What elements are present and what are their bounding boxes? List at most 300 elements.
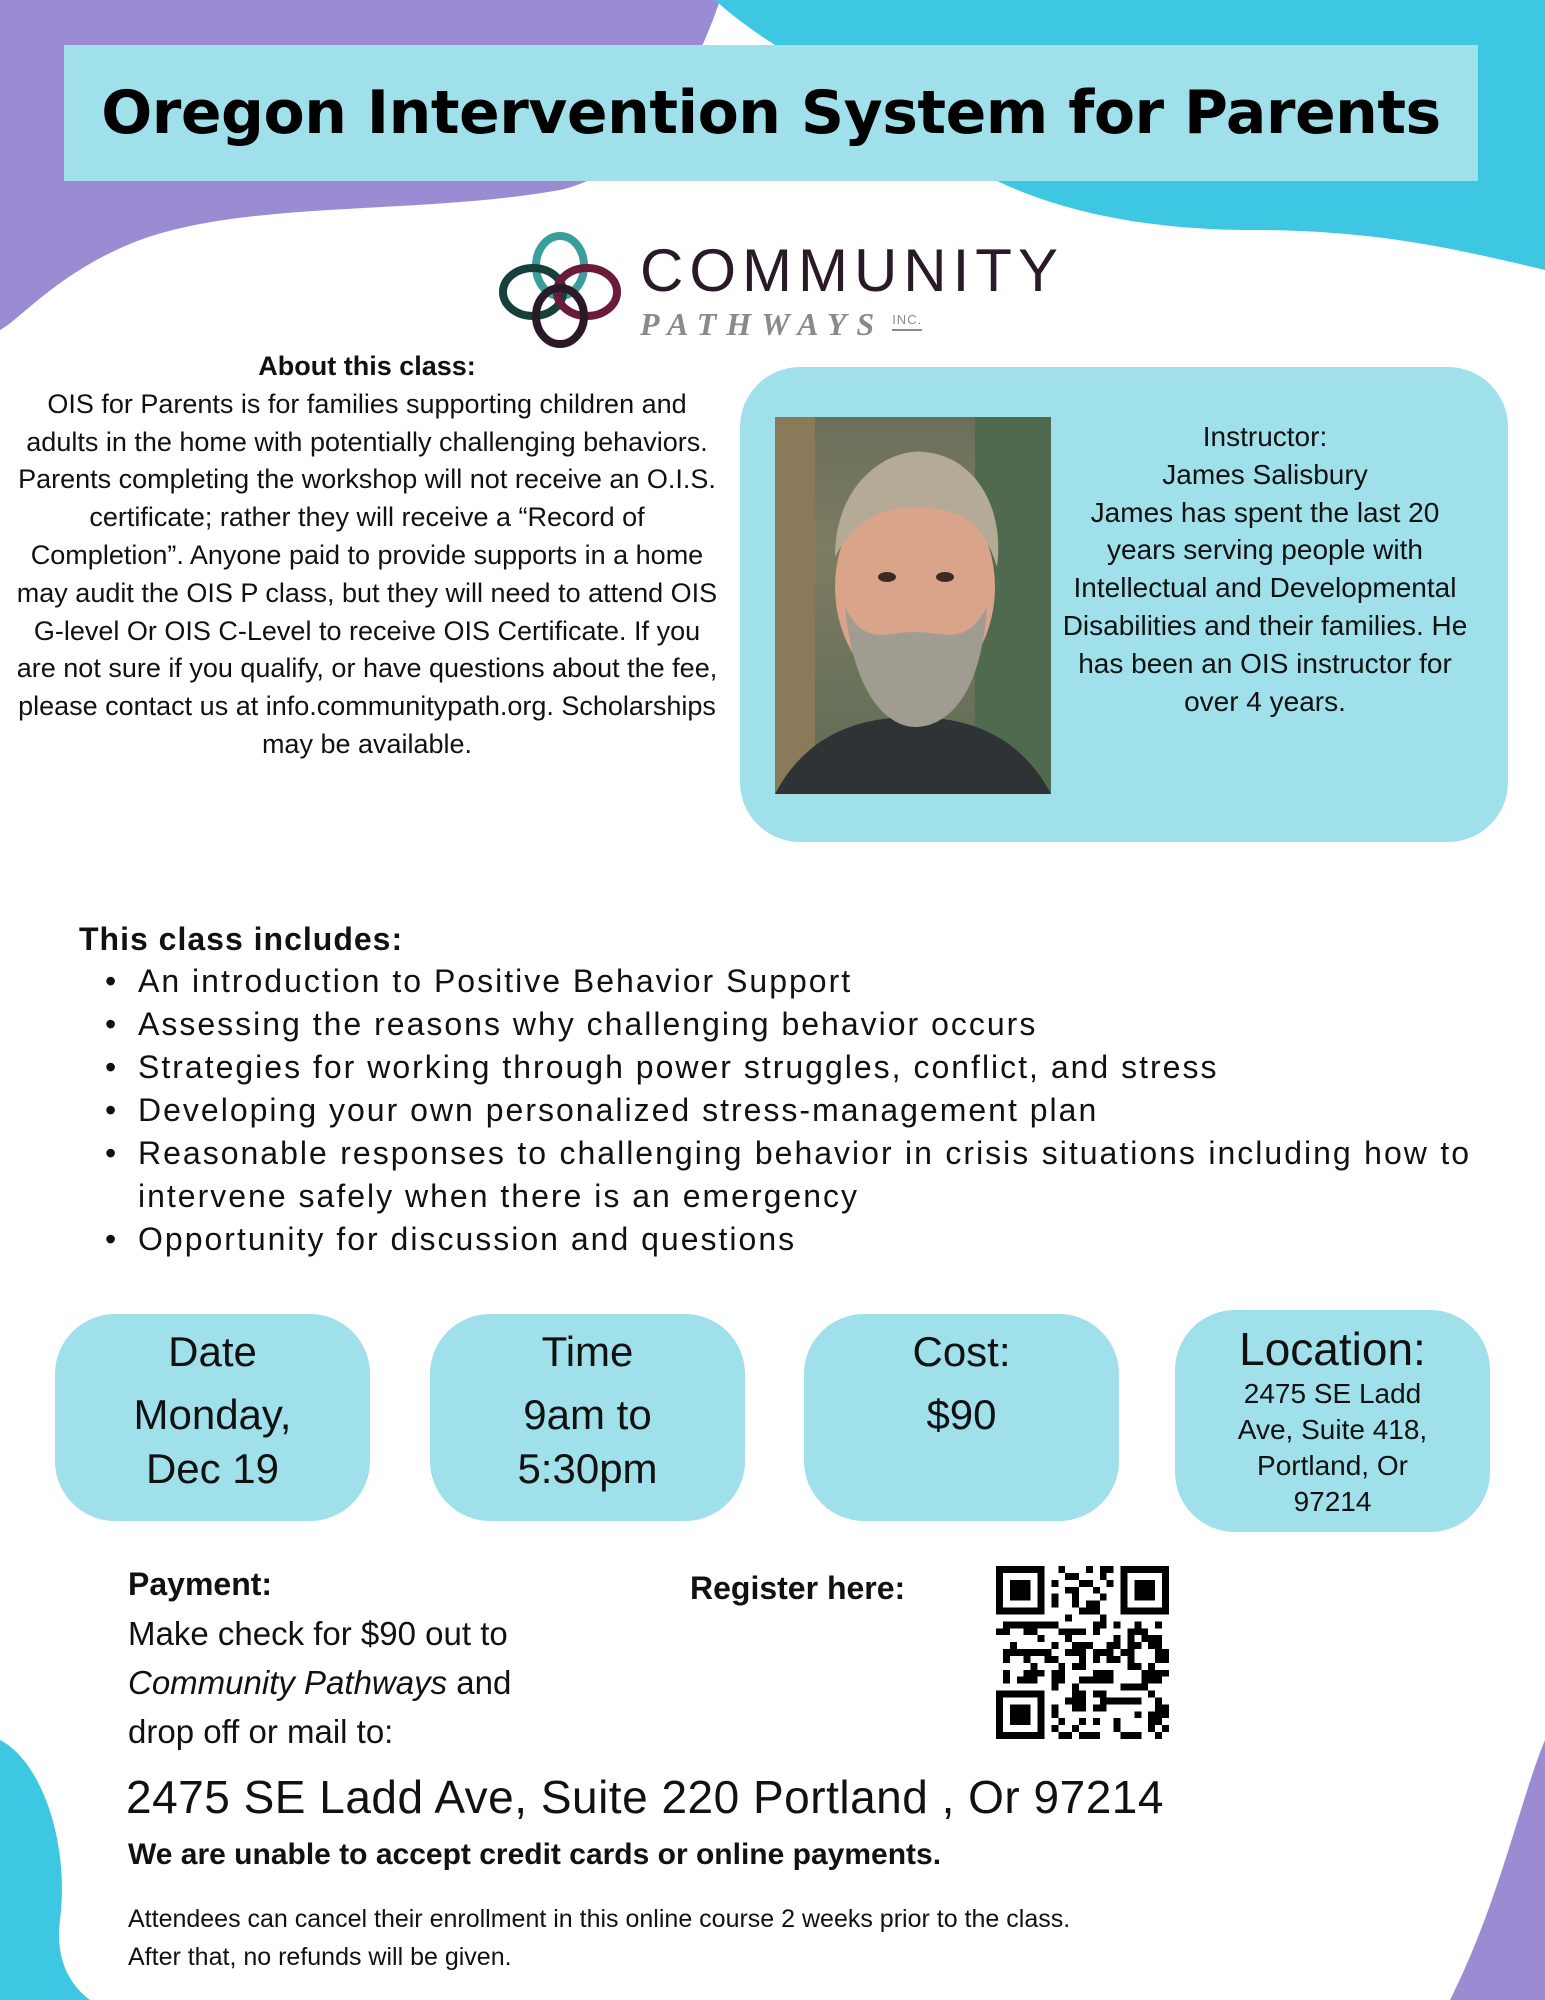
qr-module <box>1031 1628 1038 1635</box>
qr-module <box>1086 1608 1093 1615</box>
qr-module <box>1031 1732 1038 1739</box>
qr-module <box>1017 1566 1024 1573</box>
list-item: • Reasonable responses to challenging behavior in crisis situations including how to intervene safely when there is an emergency <box>79 1132 1471 1218</box>
about-body: OIS for Parents is for families supporting children and adults in the home with potentially challenging behaviors. Parents completing the workshop will not receive an O.I.S. certificate; rather they will receive a “Record of Completion”. Anyone paid to provide supports in a home may audit the OIS P class, but they will need to attend OIS G-level Or OIS C-Level to receive OIS Certificate. If you are not sure if you qualify, or have questions about the fee, please contact us at info.communitypath.org. Scholarships may be available. <box>16 388 718 759</box>
qr-module <box>1058 1718 1065 1725</box>
qr-module <box>1079 1718 1086 1725</box>
qr-module <box>1065 1587 1072 1594</box>
qr-module <box>1100 1704 1107 1711</box>
qr-module <box>1024 1732 1031 1739</box>
qr-module <box>996 1691 1003 1698</box>
cost-value: $90 <box>926 1391 997 1438</box>
payment-line1: Make check for $90 out to <box>128 1615 508 1652</box>
qr-module <box>1148 1691 1155 1698</box>
qr-module <box>1086 1732 1093 1739</box>
qr-module <box>1093 1601 1100 1608</box>
qr-module <box>1100 1697 1107 1704</box>
qr-module <box>1065 1628 1072 1635</box>
qr-module <box>1024 1677 1031 1684</box>
qr-module <box>1044 1656 1051 1663</box>
qr-module <box>1127 1635 1134 1642</box>
qr-module <box>1038 1732 1045 1739</box>
logo-second-row <box>640 304 1064 344</box>
qr-module <box>1100 1573 1107 1580</box>
qr-module <box>1010 1594 1017 1601</box>
qr-module <box>1024 1580 1031 1587</box>
qr-module <box>1155 1656 1162 1663</box>
qr-module <box>1100 1594 1107 1601</box>
qr-module <box>1107 1566 1114 1573</box>
qr-module <box>1017 1649 1024 1656</box>
payment-section <box>128 1560 668 1756</box>
qr-module <box>1031 1670 1038 1677</box>
qr-module <box>1079 1656 1086 1663</box>
qr-module <box>1100 1691 1107 1698</box>
about-section <box>14 348 720 764</box>
cost-label: Cost: <box>912 1328 1011 1375</box>
instructor-label: Instructor: <box>1202 421 1328 452</box>
qr-module <box>1141 1628 1148 1635</box>
qr-module <box>1038 1601 1045 1608</box>
qr-module <box>1024 1711 1031 1718</box>
qr-module <box>1065 1649 1072 1656</box>
qr-module <box>1017 1677 1024 1684</box>
qr-module <box>1010 1580 1017 1587</box>
qr-module <box>1003 1656 1010 1663</box>
qr-module <box>1114 1635 1121 1642</box>
qr-module <box>1072 1691 1079 1698</box>
qr-module <box>1134 1566 1141 1573</box>
qr-module <box>1162 1587 1169 1594</box>
qr-module <box>996 1711 1003 1718</box>
qr-module <box>1127 1649 1134 1656</box>
qr-module <box>1121 1594 1128 1601</box>
qr-module <box>1162 1594 1169 1601</box>
qr-module <box>1024 1649 1031 1656</box>
cancellation-line2: After that, no refunds will be given. <box>128 1943 512 1971</box>
qr-module <box>1051 1725 1058 1732</box>
qr-module <box>1017 1594 1024 1601</box>
qr-module <box>1003 1649 1010 1656</box>
qr-module <box>1058 1670 1065 1677</box>
logo-word-community: COMMUNITY <box>640 237 1064 304</box>
list-item: • Strategies for working through power struggles, conflict, and stress <box>79 1046 1479 1089</box>
qr-module <box>996 1566 1003 1573</box>
qr-module <box>1079 1704 1086 1711</box>
qr-module <box>1024 1656 1031 1663</box>
qr-module <box>1051 1704 1058 1711</box>
qr-module <box>1107 1656 1114 1663</box>
qr-module <box>1038 1608 1045 1615</box>
qr-module <box>1058 1663 1065 1670</box>
qr-module <box>1017 1621 1024 1628</box>
qr-module <box>1038 1691 1045 1698</box>
qr-module <box>1010 1566 1017 1573</box>
qr-module <box>1121 1587 1128 1594</box>
qr-module <box>1010 1732 1017 1739</box>
qr-module <box>1107 1649 1114 1656</box>
location-label: Location: <box>1239 1323 1426 1375</box>
qr-module <box>1155 1621 1162 1628</box>
instructor-photo <box>775 417 1051 794</box>
title-banner <box>64 45 1478 181</box>
qr-module <box>1072 1642 1079 1649</box>
qr-module <box>1065 1732 1072 1739</box>
qr-module <box>1093 1621 1100 1628</box>
qr-module <box>1058 1677 1065 1684</box>
qr-module <box>1072 1684 1079 1691</box>
qr-module <box>1024 1621 1031 1628</box>
qr-module <box>1010 1587 1017 1594</box>
qr-module <box>1127 1628 1134 1635</box>
qr-module <box>1148 1587 1155 1594</box>
qr-module <box>1148 1677 1155 1684</box>
qr-module <box>1017 1580 1024 1587</box>
qr-module <box>1134 1711 1141 1718</box>
qr-module <box>1155 1711 1162 1718</box>
qr-module <box>1121 1732 1128 1739</box>
qr-module <box>1114 1656 1121 1663</box>
includes-heading: This class includes: <box>79 921 404 957</box>
qr-module <box>1134 1663 1141 1670</box>
qr-module <box>1072 1663 1079 1670</box>
qr-module <box>1134 1621 1141 1628</box>
qr-module <box>1114 1697 1121 1704</box>
qr-module <box>1038 1718 1045 1725</box>
qr-module <box>1038 1697 1045 1704</box>
qr-module <box>1093 1704 1100 1711</box>
qr-module <box>1114 1718 1121 1725</box>
qr-module <box>1038 1594 1045 1601</box>
qr-module <box>1114 1621 1121 1628</box>
qr-module <box>1072 1594 1079 1601</box>
qr-module <box>1148 1725 1155 1732</box>
qr-module <box>1141 1608 1148 1615</box>
qr-module <box>1031 1677 1038 1684</box>
qr-module <box>1003 1621 1010 1628</box>
qr-module <box>996 1628 1003 1635</box>
qr-module <box>1127 1656 1134 1663</box>
qr-module <box>1065 1573 1072 1580</box>
qr-module <box>1079 1732 1086 1739</box>
qr-module <box>1079 1677 1086 1684</box>
qr-module <box>1155 1670 1162 1677</box>
qr-module <box>1065 1635 1072 1642</box>
qr-module <box>1162 1580 1169 1587</box>
qr-module <box>1086 1566 1093 1573</box>
qr-module <box>1072 1628 1079 1635</box>
qr-module <box>1121 1580 1128 1587</box>
purple-blob-bottom-right <box>1450 1740 1545 2000</box>
qr-module <box>1003 1691 1010 1698</box>
qr-module <box>1051 1621 1058 1628</box>
qr-module <box>1038 1580 1045 1587</box>
qr-module <box>1155 1704 1162 1711</box>
qr-module <box>1127 1608 1134 1615</box>
qr-module <box>1038 1587 1045 1594</box>
payment-line3: drop off or mail to: <box>128 1713 394 1750</box>
qr-module <box>1134 1642 1141 1649</box>
qr-module <box>1010 1704 1017 1711</box>
qr-module <box>996 1573 1003 1580</box>
qr-module <box>1121 1697 1128 1704</box>
qr-module <box>1072 1601 1079 1608</box>
qr-module <box>1031 1566 1038 1573</box>
qr-module <box>1038 1649 1045 1656</box>
qr-module <box>1024 1718 1031 1725</box>
location-box <box>1175 1310 1490 1532</box>
list-item: • An introduction to Positive Behavior Support <box>79 960 1479 1003</box>
qr-module <box>1121 1566 1128 1573</box>
cancellation-line1: Attendees can cancel their enrollment in this online course 2 weeks prior to the class. <box>128 1905 1071 1933</box>
time-box <box>430 1314 745 1521</box>
qr-module <box>1003 1608 1010 1615</box>
no-cards-note: We are unable to accept credit cards or online payments. <box>128 1838 942 1871</box>
qr-module <box>1024 1670 1031 1677</box>
qr-module <box>1093 1677 1100 1684</box>
qr-module <box>996 1594 1003 1601</box>
qr-module <box>1017 1704 1024 1711</box>
qr-module <box>1107 1670 1114 1677</box>
qr-module <box>1051 1594 1058 1601</box>
community-pathways-logo <box>495 228 1095 348</box>
qr-module <box>1127 1697 1134 1704</box>
qr-module <box>1141 1684 1148 1691</box>
qr-module <box>1100 1677 1107 1684</box>
about-heading: About this class: <box>258 351 476 381</box>
qr-module <box>1148 1670 1155 1677</box>
qr-module <box>1107 1677 1114 1684</box>
qr-module <box>1051 1656 1058 1663</box>
date-label: Date <box>168 1328 257 1375</box>
date-box <box>55 1314 370 1521</box>
qr-module <box>1141 1670 1148 1677</box>
qr-module <box>1093 1670 1100 1677</box>
cancellation-policy <box>128 1900 1070 1976</box>
qr-module <box>1079 1663 1086 1670</box>
qr-module <box>1134 1580 1141 1587</box>
qr-module <box>1072 1704 1079 1711</box>
qr-module <box>1114 1642 1121 1649</box>
qr-module <box>1031 1649 1038 1656</box>
qr-module <box>1010 1608 1017 1615</box>
payment-line2-suffix: and <box>447 1664 512 1701</box>
qr-module <box>996 1601 1003 1608</box>
qr-module <box>1093 1649 1100 1656</box>
qr-module <box>996 1732 1003 1739</box>
qr-module <box>1093 1587 1100 1594</box>
time-value: 9am to 5:30pm <box>517 1391 658 1492</box>
qr-module <box>1162 1704 1169 1711</box>
qr-module <box>1134 1594 1141 1601</box>
qr-module <box>996 1704 1003 1711</box>
qr-module <box>1044 1649 1051 1656</box>
qr-module <box>1162 1649 1169 1656</box>
qr-module <box>1031 1621 1038 1628</box>
qr-module <box>1072 1573 1079 1580</box>
qr-module <box>1058 1566 1065 1573</box>
cyan-blob-bottom-left <box>0 1740 90 2000</box>
qr-module <box>1038 1621 1045 1628</box>
qr-module <box>1107 1642 1114 1649</box>
qr-module <box>1162 1566 1169 1573</box>
class-includes-section <box>79 918 1479 1261</box>
qr-module <box>1155 1608 1162 1615</box>
qr-module <box>1155 1649 1162 1656</box>
qr-module <box>1148 1635 1155 1642</box>
qr-module <box>1058 1732 1065 1739</box>
qr-module <box>1044 1621 1051 1628</box>
qr-module <box>1051 1711 1058 1718</box>
qr-module <box>1003 1732 1010 1739</box>
qr-module <box>1086 1601 1093 1608</box>
qr-module <box>1093 1718 1100 1725</box>
qr-module <box>1148 1642 1155 1649</box>
qr-module <box>1024 1587 1031 1594</box>
qr-module <box>1079 1691 1086 1698</box>
qr-module <box>1134 1608 1141 1615</box>
list-item: • Assessing the reasons why challenging behavior occurs <box>79 1003 1479 1046</box>
qr-module <box>1127 1566 1134 1573</box>
qr-module <box>1086 1580 1093 1587</box>
qr-module <box>1134 1732 1141 1739</box>
qr-module <box>996 1580 1003 1587</box>
qr-module <box>1134 1628 1141 1635</box>
qr-module <box>1017 1718 1024 1725</box>
qr-module <box>1079 1580 1086 1587</box>
cost-box <box>804 1314 1119 1521</box>
location-value: 2475 SE Ladd Ave, Suite 418, Portland, Or 97214 <box>1237 1378 1428 1517</box>
logo-wordmark <box>640 238 1064 344</box>
qr-module <box>1100 1649 1107 1656</box>
instructor-name: James Salisbury <box>1162 458 1368 490</box>
qr-module <box>1114 1725 1121 1732</box>
qr-module <box>1141 1677 1148 1684</box>
qr-module <box>1024 1628 1031 1635</box>
qr-module <box>996 1718 1003 1725</box>
qr-module <box>1162 1573 1169 1580</box>
register-label: Register here: <box>690 1570 906 1606</box>
qr-module <box>1100 1614 1107 1621</box>
qr-module <box>1038 1635 1045 1642</box>
qr-module <box>1086 1677 1093 1684</box>
qr-module <box>1038 1711 1045 1718</box>
qr-module <box>1038 1670 1045 1677</box>
qr-module <box>1010 1711 1017 1718</box>
qr-module <box>1038 1725 1045 1732</box>
qr-module <box>1024 1566 1031 1573</box>
date-value: Monday, Dec 19 <box>133 1391 292 1492</box>
qr-module <box>1024 1704 1031 1711</box>
qr-module <box>1038 1573 1045 1580</box>
qr-module <box>1010 1718 1017 1725</box>
qr-module <box>1141 1566 1148 1573</box>
qr-module <box>1148 1711 1155 1718</box>
qr-module <box>1017 1691 1024 1698</box>
qr-module <box>1127 1684 1134 1691</box>
instructor-text <box>1055 418 1475 720</box>
qr-module <box>1010 1691 1017 1698</box>
qr-module <box>1072 1725 1079 1732</box>
includes-list <box>79 960 1479 1261</box>
qr-module <box>996 1587 1003 1594</box>
payment-payee: Community Pathways <box>128 1664 448 1701</box>
qr-module <box>1155 1718 1162 1725</box>
qr-module <box>996 1725 1003 1732</box>
qr-module <box>1093 1656 1100 1663</box>
qr-module <box>1003 1670 1010 1677</box>
qr-module <box>1148 1663 1155 1670</box>
qr-module <box>1107 1697 1114 1704</box>
qr-module <box>1079 1642 1086 1649</box>
qr-module <box>1121 1608 1128 1615</box>
qr-module <box>1003 1566 1010 1573</box>
qr-module <box>1051 1642 1058 1649</box>
qr-module <box>996 1608 1003 1615</box>
qr-module <box>1100 1566 1107 1573</box>
qr-module <box>1162 1656 1169 1663</box>
qr-module <box>1155 1732 1162 1739</box>
qr-module <box>1065 1614 1072 1621</box>
qr-module <box>1141 1594 1148 1601</box>
qr-module <box>1093 1608 1100 1615</box>
qr-module <box>1010 1649 1017 1656</box>
qr-module <box>1017 1608 1024 1615</box>
qr-module <box>1079 1628 1086 1635</box>
qr-module <box>1003 1677 1010 1684</box>
instructor-bio: James has spent the last 20 years serving people with Intellectual and Developmental Disabilities and their families. He has been an OIS instructor for over 4 years. <box>1062 496 1468 717</box>
qr-module <box>1134 1697 1141 1704</box>
qr-module <box>1051 1670 1058 1677</box>
qr-module <box>1148 1594 1155 1601</box>
qr-module <box>1121 1601 1128 1608</box>
qr-module <box>1086 1642 1093 1649</box>
qr-module <box>1079 1649 1086 1656</box>
qr-module <box>1072 1697 1079 1704</box>
qr-module <box>1127 1663 1134 1670</box>
page-title: Oregon Intervention System for Parents <box>101 78 1441 148</box>
qr-module <box>1031 1663 1038 1670</box>
qr-module <box>1079 1608 1086 1615</box>
qr-module <box>1100 1621 1107 1628</box>
payment-heading: Payment: <box>128 1566 273 1602</box>
qr-module <box>1017 1587 1024 1594</box>
qr-module <box>1031 1608 1038 1615</box>
register-qr-code[interactable] <box>973 1544 1192 1761</box>
qr-module <box>1134 1587 1141 1594</box>
qr-module <box>1093 1628 1100 1635</box>
qr-module <box>1058 1628 1065 1635</box>
qr-module <box>1127 1732 1134 1739</box>
list-item: • Opportunity for discussion and questions <box>79 1218 1479 1261</box>
qr-module <box>1121 1573 1128 1580</box>
qr-module <box>1127 1642 1134 1649</box>
logo-inc: INC. <box>892 312 922 331</box>
qr-module <box>1031 1691 1038 1698</box>
qr-module <box>1038 1704 1045 1711</box>
qr-module <box>1162 1725 1169 1732</box>
qr-module <box>1051 1677 1058 1684</box>
qr-module <box>1141 1587 1148 1594</box>
qr-module <box>996 1697 1003 1704</box>
qr-module <box>1051 1580 1058 1587</box>
qr-module <box>1155 1697 1162 1704</box>
qr-module <box>1010 1642 1017 1649</box>
logo-word-pathways: PATHWAYS <box>640 306 885 342</box>
qr-module <box>1010 1621 1017 1628</box>
qr-module <box>1155 1566 1162 1573</box>
qr-module <box>1155 1677 1162 1684</box>
